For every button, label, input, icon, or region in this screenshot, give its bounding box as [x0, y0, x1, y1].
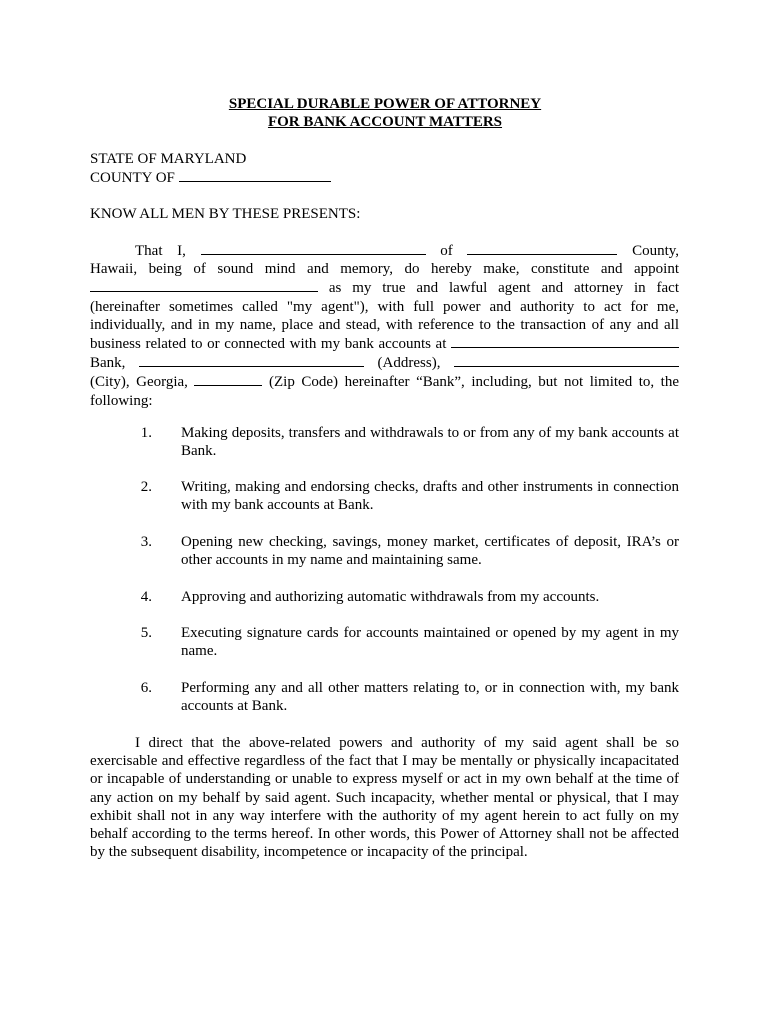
intro-paragraph [90, 241, 679, 410]
item-number: 3. [140, 534, 152, 550]
intro-line-4: (hereinafter sometimes called "my agent"), with full power and authority to act for me, [90, 298, 679, 315]
of-text: of [440, 243, 453, 259]
county-heading [90, 168, 331, 187]
county-text: County, [632, 243, 680, 259]
bank-accounts-text: business related to or connected with my bank accounts at [90, 336, 447, 353]
bank-text: Bank, [90, 355, 126, 372]
state-heading: STATE OF MARYLAND [90, 151, 247, 167]
county-blank [179, 168, 331, 182]
item-text: Executing signature cards for accounts maintained or opened by my agent in my name. [181, 625, 679, 660]
bank-name-blank [451, 334, 679, 348]
item-text: Writing, making and endorsing checks, drafts and other instruments in connection with my bank accounts at Bank. [181, 479, 679, 514]
item-text: Opening new checking, savings, money market, certificates of deposit, IRA’s or other accounts in my name and maintaining same. [181, 534, 679, 569]
closing-paragraph: I direct that the above-related powers and authority of my said agent shall be so exercisable and effective regardless of the fact that I may be mentally or physically incapacitated or incapable of understanding or unable to express myself or act in my own behalf at the time of any action on my behalf by said agent. Such incapacity, whether mental or physical, that I may exhibit shall not in any way interfere with the authority of my agent herein to act fully on my behalf according to the terms hereof. In other words, this Power of Attorney shall not be affected by the subsequent disability, incompetence or incapacity of the principal. [90, 735, 679, 861]
intro-line-6 [90, 334, 679, 353]
intro-line-3 [90, 278, 679, 297]
item-text: Performing any and all other matters relating to, or in connection with, my bank accounts at Bank. [181, 680, 679, 715]
zip-blank [194, 372, 262, 386]
intro-line-9: following: [90, 392, 153, 409]
intro-line-2: Hawaii, being of sound mind and memory, do hereby make, constitute and appoint [90, 261, 679, 278]
principal-county-blank [467, 241, 617, 255]
document-title-line-1: SPECIAL DURABLE POWER OF ATTORNEY [228, 96, 542, 112]
intro-line-5: individually, and in my name, place and stead, with reference to the transaction of any and all [90, 316, 679, 333]
item-number: 4. [140, 589, 152, 605]
know-all-heading: KNOW ALL MEN BY THESE PRESENTS: [90, 206, 361, 222]
principal-name-blank [201, 241, 426, 255]
item-text: Making deposits, transfers and withdrawals to or from any of my bank accounts at Bank. [181, 425, 679, 460]
county-label: COUNTY OF [90, 170, 175, 186]
zip-code-text: (Zip Code) hereinafter “Bank”, including, but not limited to, the [269, 374, 680, 391]
agent-name-blank [90, 278, 318, 292]
item-number: 2. [140, 479, 152, 495]
item-number: 5. [140, 625, 152, 641]
item-number: 6. [140, 680, 152, 696]
document-title-line-2: FOR BANK ACCOUNT MATTERS [267, 114, 503, 130]
city-blank [454, 353, 679, 367]
city-georgia-text: (City), Georgia, [90, 374, 188, 391]
item-number: 1. [140, 425, 152, 441]
agent-text: as my true and lawful agent and attorney in fact [328, 280, 679, 297]
intro-line-7 [90, 353, 679, 372]
intro-line-8 [90, 372, 679, 391]
that-i-text: That I, [135, 243, 186, 259]
item-text: Approving and authorizing automatic withdrawals from my accounts. [181, 589, 600, 605]
address-blank [139, 353, 364, 367]
intro-line-1 [90, 241, 679, 260]
address-text: (Address), [377, 355, 441, 372]
